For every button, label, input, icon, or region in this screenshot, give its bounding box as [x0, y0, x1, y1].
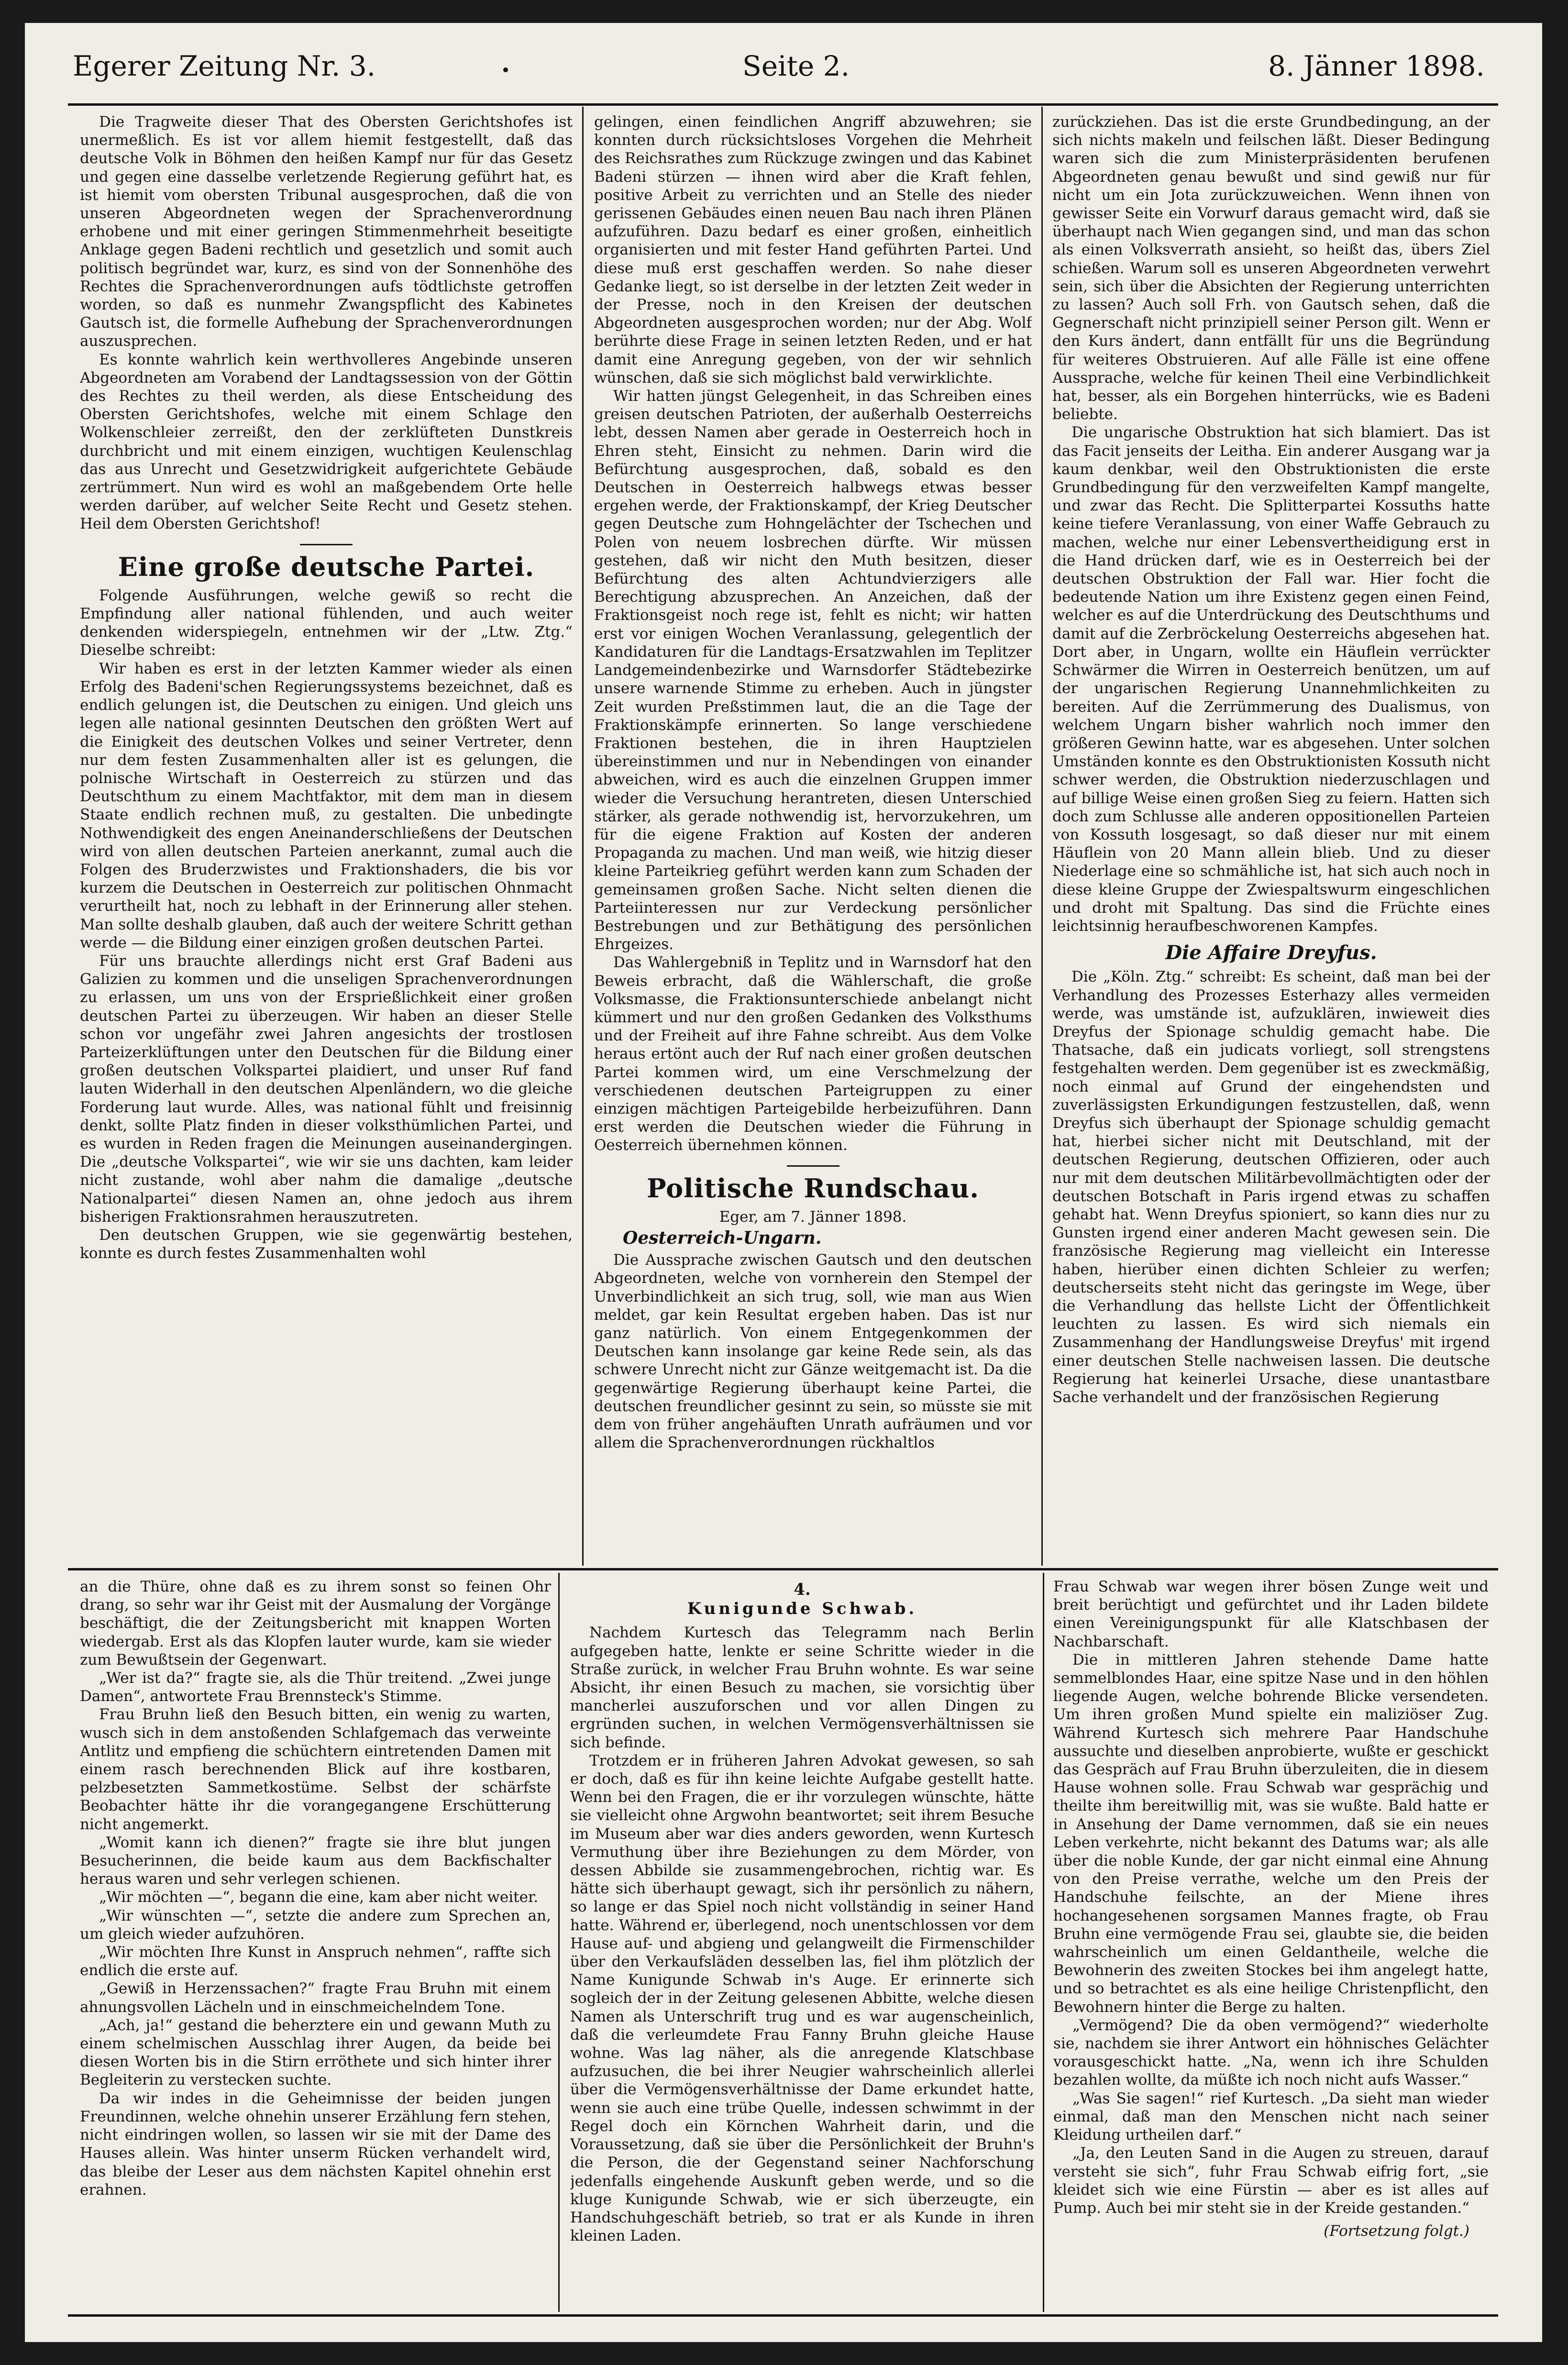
subsection-heading: Oesterreich-Ungarn.: [623, 1227, 822, 1248]
story-paragraph: „Vermögend? Die da oben vermögend?“ wiederholte sie, nachdem sie ihrer Antwort ein höhnisches Gelächter vorausgeschickt hatte. „Na, wenn ich ihre Schulden bezahlen wollte, da müßte ich noch nicht aufs Wasser.“: [1053, 2016, 1489, 2089]
column-1: [80, 113, 573, 1562]
chapter-number: 4.: [794, 1580, 811, 1599]
article-paragraph: Es konnte wahrlich kein werthvolleres Angebinde unseren Abgeordneten am Vorabend der Landtagssession von der Göttin des Rechtes zu theil werden, als diese Entscheidung des Obersten Gerichtshofes, welche mit einem Schlage den Wolkenschleier zerreißt, den der zerklüfteten Dunstkreis durchbricht und mit einem einzigen, wuchtigen Keulenschlag das aus Unrecht und Gesetzwidrigkeit aufgerichtete Gebäude zertrümmert. Nun wird es wohl an maßgebendem Orte helle werden darüber, auf welcher Seite Recht und Gesetz stehen. Heil dem Obersten Gerichtshof!: [80, 351, 573, 533]
story-paragraph: Trotzdem er in früheren Jahren Advokat gewesen, so sah er doch, daß es für ihn keine leichte Aufgabe gestellt hatte. Wenn bei den Fragen, die er ihr vorzulegen wünschte, hätte sie vielleicht ohne Argwohn beantwortet; seit ihrem Besuche im Museum aber war dies anders geworden, wenn Kurtesch Vermuthung über ihre Beziehungen zu dem Mörder, von dessen Abbilde sie zusammengebrochen, richtig war. Es hätte sich überhaupt gewagt, sich ihr persönlich zu nähern, so lange er das Spiel noch nicht vollständig in seiner Hand hatte. Während er, überlegend, noch unentschlossen vor dem Hause auf- und abgieng und gelangweilt die Firmenschilder über den Verkaufsläden desselben las, fiel ihm plötzlich der Name Kunigunde Schwab in's Auge. Er erinnerte sich sogleich der in der Zeitung gelesenen Abbitte, welche diesen Namen als Unterschrift trug und es war augenscheinlich, daß die verleumdete Frau Fanny Bruhn gleiche Hause wohne. Was lag näher, als die anregende Klatschbase aufzusuchen, die bei ihrer Neugier wahrscheinlich allerlei über die Vermögensverhältnisse der Dame erkundet hatte, wenn sie auch eine trübe Quelle, indessen schwimmt in der Regel doch ein Körnchen Wahrheit darin, und die Voraussetzung, daß sie über die Persönlichkeit der Bruhn's die Person, die der Gegenstand seiner Nachforschung jedenfalls eingehende Auskunft geben werde, und so die kluge Kunigunde Schwab, wie er sich überzeugte, ein Handschuhgeschäft betrieb, so trat er als Kunde in ihren kleinen Laden.: [570, 1752, 1034, 2245]
column-divider: [582, 107, 584, 1566]
story-paragraph: Nachdem Kurtesch das Telegramm nach Berlin aufgegeben hatte, lenkte er seine Schritte wieder in die Straße zurück, in welcher Frau Bruhn wohnte. Es war seine Absicht, ihr einen Besuch zu machen, sie vorsichtig über mancherlei auszuforschen und vor allen Dingen zu ergründen suchen, in welchen Vermögensverhältnissen sie sich befinde.: [570, 1624, 1034, 1751]
story-paragraph: „Gewiß in Herzenssachen?“ fragte Frau Bruhn mit einem ahnungsvollen Lächeln und in einschmeichelndem Tone.: [80, 1980, 551, 2016]
column-divider: [1043, 1573, 1044, 2312]
article-paragraph: Das Wahlergebniß in Teplitz und in Warnsdorf hat den Beweis erbracht, daß die Wählerschaft, die große Volksmasse, die Fraktionsunterschiede anbelangt nicht kümmert und nur den großen Gedanken des Volksthums und der Freiheit auf ihre Fahne schreibt. Aus dem Volke heraus ertönt auch der Ruf nach einer großen deutschen Partei kommen wird, um eine Verschmelzung der verschiedenen deutschen Parteigruppen zu einer einzigen mächtigen Parteigebilde herbeizuführen. Dann erst werden die Deutschen wieder die Führung in Oesterreich übernehmen können.: [594, 954, 1032, 1154]
feuilleton-column-2: [570, 1578, 1034, 2310]
article-heading: Eine große deutsche Partei.: [118, 551, 535, 582]
story-paragraph: Frau Schwab war wegen ihrer bösen Zunge weit und breit berüchtigt und gefürchtet und ihr Laden bildete einen Vereinigungspunkt für alle Klatschbasen der Nachbarschaft.: [1053, 1578, 1489, 1650]
dateline: Eger, am 7. Jänner 1898.: [719, 1208, 907, 1226]
article-paragraph: Den deutschen Gruppen, wie sie gegenwärtig bestehen, konnte es durch festes Zusammenhalten wohl: [80, 1226, 573, 1262]
column-3: [1052, 113, 1490, 1562]
story-paragraph: „Wir wünschten —“, setzte die andere zum Sprechen an, um gleich wieder aufzuhören.: [80, 1907, 551, 1943]
story-paragraph: „Womit kann ich dienen?“ fragte sie ihre blut jungen Besucherinnen, die beide kaum aus dem Backfischalter heraus waren und sehr verlegen schienen.: [80, 1834, 551, 1888]
story-paragraph: Da wir indes in die Geheimnisse der beiden jungen Freundinnen, welche ohnehin unserer Erzählung fern stehen, nicht eindringen wollen, so lassen wir sie mit der Dame des Hauses allein. Was hinter unserm Rücken verhandelt wird, das bleibe der Leser aus dem nächsten Kapitel ohnehin erst erahnen.: [80, 2089, 551, 2199]
article-paragraph: zurückziehen. Das ist die erste Grundbedingung, an der sich nichts makeln und feilschen läßt. Dieser Bedingung waren sich die zum Ministerpräsidenten berufenen Abgeordneten genau bewußt und sind gewiß nur für nicht um ein Jota zurückzuweichen. Wenn ihnen von gewisser Seite ein Vorwurf daraus gemacht wird, daß sie überhaupt nach Wien gegangen sind, und man das schon als einen Volksverrath ansieht, so heißt das, übers Ziel schießen. Warum soll es unseren Abgeordneten verwehrt sein, sich über die Absichten der Regierung unterrichten zu lassen? Auch soll Frh. von Gautsch sehen, daß die Gegnerschaft nicht prinzipiell seiner Person gilt. Wenn er den Kurs ändert, dann entfällt für uns die Begründung für weiteres Obstruieren. Auf alle Fälle ist eine offene Aussprache, welche für keinen Theil eine Verbindlichkeit hat, besser, als ein Borgehen hinterrücks, wie es Badeni beliebte.: [1052, 113, 1490, 423]
chapter-title: Kunigunde Schwab.: [687, 1599, 917, 1619]
article-heading: Die Affaire Dreyfus.: [1165, 941, 1377, 964]
story-paragraph: „Was Sie sagen!“ rief Kurtesch. „Da sieht man wieder einmal, daß man den Menschen nicht nach seiner Kleidung urtheilen darf.“: [1053, 2089, 1489, 2144]
page-number: Seite 2.: [742, 50, 850, 82]
column-divider: [1041, 107, 1043, 1566]
section-heading: Politische Rundschau.: [646, 1172, 980, 1204]
story-paragraph: Die in mittleren Jahren stehende Dame hatte semmelblondes Haar, eine spitze Nase und in den höhlen liegende Augen, welche bohrende Blicke versendeten. Um ihren großen Mund spielte ein maliziöser Zug. Während Kurtesch sich mehrere Paar Handschuhe aussuchte und dieselben anprobierte, wußte er geschickt das Gespräch auf Frau Bruhn überzuleiten, die in diesem Hause wohnen solle. Frau Schwab war gesprächig und theilte ihm bereitwillig mit, was sie wußte. Bald hatte er in Ansehung der Dame vernommen, daß sie ein neues Leben verkehrte, nicht bekannt des Datums war; als alle über die noble Kunde, der gar nicht einmal eine Ahnung von den Preise verrathe, welche um den Preis der Handschuhe feilschte, an der Miene ihres hochangesehenen sorgsamen Mannes fragte, ob Frau Bruhn eine vermögende Frau sei, glaubte sie, die beiden wahrscheinlich um einen Geldantheile, welche die Bewohnerin des zweiten Stockes bei ihm angelegt hatte, und so betrachtet es als eine heilige Christenpflicht, den Bewohnern hinter die Berge zu halten.: [1053, 1651, 1489, 2016]
column-2: [594, 113, 1032, 1562]
story-paragraph: Frau Bruhn ließ den Besuch bitten, ein wenig zu warten, wusch sich in dem anstoßenden Schlafgemach das verweinte Antlitz und empfieng die schüchtern eintretenden Damen mit einem rasch berechnenden Blick auf ihre kostbaren, pelzbesetzten Sammetkostüme. Selbst der schärfste Beobachter hätte ihr die vorangegangene Erschütterung nicht angemerkt.: [80, 1706, 551, 1833]
newspaper-page: [25, 23, 1542, 2342]
article-paragraph: Folgende Ausführungen, welche gewiß so recht die Empfindung aller national fühlenden, und auch weiter denkenden widerspiegeln, entnehmen wir der „Ltw. Ztg.“ Dieselbe schreibt:: [80, 586, 573, 659]
column-divider: [558, 1573, 560, 2312]
article-paragraph: gelingen, einen feindlichen Angriff abzuwehren; sie konnten durch rücksichtsloses Vorgehen die Mehrheit des Reichsrathes zum Rückzuge zwingen und das Kabinet Badeni stürzen — ihnen wird aber die Kraft fehlen, positive Arbeit zu verrichten und an Stelle des nieder gerissenen Gebäudes einen neuen Bau nach ihren Plänen aufzuführen. Dazu bedarf es einer großen, einheitlich organisierten und mit fester Hand geführten Partei. Und diese muß erst geschaffen werden. So nahe dieser Gedanke liegt, so ist derselbe in der letzten Zeit weder in der Presse, noch in den Kreisen der deutschen Abgeordneten ausgesprochen worden; nur der Abg. Wolf berührte diese Frage in seinen letzten Reden, und er hat damit eine Anregung gegeben, von der wir sehnlich wünschen, daß sie sich möglichst bald verwirklichte.: [594, 113, 1032, 387]
story-paragraph: „Ach, ja!“ gestand die beherztere ein und gewann Muth zu einem schelmischen Ausschlag ihrer Augen, da beide bei diesen Worten bis in die Stirn erröthete und sich hinter ihrer Begleiterin zu verstecken suchte.: [80, 2016, 551, 2089]
header-rule: [68, 103, 1498, 106]
article-paragraph: Für uns brauchte allerdings nicht erst Graf Badeni aus Galizien zu kommen und die unseligen Sprachenverordnungen zu erlassen, um uns von der Ersprießlichkeit einer großen deutschen Partei zu überzeugen. Wir haben an dieser Stelle schon vor ungefähr zwei Jahren angesichts der trostlosen Parteizerklüftungen unter den Deutschen für die Bildung einer großen deutschen Volkspartei plaidiert, und unser Ruf fand lauten Widerhall in den deutschen Alpenländern, wo die gleiche Forderung laut wurde. Alles, was national fühlt und freisinnig denkt, sollte Platz finden in dieser volksthümlichen Partei, und es wurden in Reden fragen die Meinungen auseinandergingen. Die „deutsche Volkspartei“, wie wir sie uns dachten, kam leider nicht zustande, wohl aber nahm die damalige „deutsche Nationalpartei“ diesen Namen an, ohne jedoch aus ihrem bisherigen Fraktionsrahmen herauszutreten.: [80, 952, 573, 1226]
article-paragraph: Die ungarische Obstruktion hat sich blamiert. Das ist das Facit jenseits der Leitha. Ein anderer Ausgang war ja kaum denkbar, weil den Obstruktionisten die erste Grundbedingung für den verzweifelten Kampf mangelte, und zwar das Recht. Die Splitterpartei Kossuths hatte keine tiefere Veranlassung, von einer Waffe Gebrauch zu machen, welche nur einer Lebensvertheidigung erst in die Hand drücken darf, wie es in Oesterreich bei der deutschen Obstruktion der Fall war. Hier focht die bedeutende Nation um ihre Existenz gegen einen Feind, welcher es auf die Unterdrückung des Deutschthums und damit auf die Zerbröckelung Oesterreichs abgesehen hat. Dort aber, in Ungarn, wollte ein Häuflein verrückter Schwärmer die Wirren in Oesterreich benützen, um auf der ungarischen Regierung Unannehmlichkeiten zu bereiten. Auf die Zerrümmerung des Dualismus, von welchem Ungarn bisher wahrlich noch immer den größeren Gewinn hatte, war es abgesehen. Unter solchen Umständen konnte es den Obstruktionisten Kossuth nicht schwer werden, die Obstruktion niederzuschlagen und auf billige Weise einen großen Sieg zu feiern. Hatten sich doch zum Schlusse alle anderen oppositionellen Parteien von Kossuth losgesagt, so daß dieser nur mit einem Häuflein von 20 Mann allein blieb. Und zu dieser Niederlage eine so schmähliche ist, hat sich auch noch in diese kleine Gruppe der Zwiespaltswurm eingeschlichen und droht mit Spaltung. Das sind die Früchte eines leichtsinnig heraufbeschworenen Kampfes.: [1052, 424, 1490, 935]
section-divider: [787, 1165, 839, 1167]
feuilleton-column-3: [1053, 1578, 1489, 2310]
bottom-rule: [68, 2314, 1498, 2317]
article-paragraph: Die Tragweite dieser That des Obersten Gerichtshofes ist unermeßlich. Es ist vor allem hiemit festgestellt, daß das deutsche Volk in Böhmen den heißen Kampf nur für das Gesetz und gegen eine dasselbe verletzende Regierung geführt hat, es ist hiemit vom obersten Tribunal ausgesprochen, daß die von unseren Abgeordneten wegen der Sprachenverordnung erhobene und mit einer geringen Stimmenmehrheit beseitigte Anklage gegen Badeni rechtlich und gesetzlich und somit auch politisch begründet war, kurz, es sind von der Sonnenhöhe des Rechtes die Sprachenverordnungen aufs tödtlichste getroffen worden, so daß es nunmehr Zwangspflicht des Kabinetes Gautsch ist, die formelle Aufhebung der Sprachenverordnungen auszusprechen.: [80, 113, 573, 350]
feuilleton-rule: [68, 1568, 1498, 1570]
article-paragraph: Die „Köln. Ztg.“ schreibt: Es scheint, daß man bei der Verhandlung des Prozesses Esterhazy alles vermeiden werde, was umstände ist, aufzuklären, inwieweit dies Dreyfus der Spionage schuldig gemacht habe. Die Thatsache, daß ein judicats vorliegt, soll strengstens festgehalten werden. Dem gegenüber ist es zweckmäßig, noch einmal auf Grund der eingehendsten und zuverlässigsten Erkundigungen festzustellen, daß, wenn Dreyfus sich überhaupt der Spionage schuldig gemacht hat, hierbei sicher nicht mit Deutschland, mit der deutschen Regierung, deutschen Offizieren, oder auch nur mit dem deutschen Militärbevollmächtigten oder der deutschen Botschaft in Paris irgend etwas zu schaffen gehabt hat. Wenn Dreyfus spioniert, so kann dies nur zu Gunsten irgend einer anderen Macht gewesen sein. Die französische Regierung mag vielleicht ein Interesse haben, hierüber einen dichten Schleier zu werfen; deutscherseits steht nicht das geringste im Wege, über die Verhandlung das hellste Licht der Öffentlichkeit leuchten zu lassen. Es wird sich niemals ein Zusammenhang der Handlungsweise Dreyfus' mit irgend einer deutschen Stelle nachweisen lassen. Die deutsche Regierung hat keinerlei Ursache, diese unantastbare Sache verhandelt und der französischen Regierung: [1052, 968, 1490, 1406]
story-paragraph: „Wir möchten Ihre Kunst in Anspruch nehmen“, raffte sich endlich die erste auf.: [80, 1944, 551, 1979]
issue-date: 8. Jänner 1898.: [1268, 50, 1485, 82]
story-paragraph: „Wer ist da?“ fragte sie, als die Thür treitend. „Zwei junge Damen“, antwortete Frau Brennsteck's Stimme.: [80, 1669, 551, 1705]
story-paragraph: an die Thüre, ohne daß es zu ihrem sonst so feinen Ohr drang, so sehr war ihr Geist mit der Ausmalung der Vorgänge beschäftigt, die der Zeitungsbericht mit knappen Worten wiedergab. Erst als das Klopfen lauter wurde, kam sie wieder zum Bewußtsein der Gegenwart.: [80, 1578, 551, 1669]
bullet-icon: [503, 65, 508, 74]
feuilleton-column-1: [80, 1578, 551, 2310]
section-divider: [300, 544, 353, 545]
article-paragraph: Wir haben es erst in der letzten Kammer wieder als einen Erfolg des Badeni'schen Regierungssystems bezeichnet, daß es endlich gelungen ist, die Deutschen zu einigen. Und gleich uns legen alle national gesinnten Deutschen den größten Wert auf die Einigkeit des deutschen Volkes und seiner Vertreter, denn nur dem festen Zusammenhalten aller ist es gelungen, die polnische Wirtschaft in Oesterreich zu stürzen und das Deutschthum zu einem Machtfaktor, mit dem man in diesem Staate endlich rechnen muß, zu gestalten. Die unbedingte Nothwendigkeit des engen Aneinanderschließens der Deutschen wird von allen deutschen Parteien anerkannt, zumal auch die Folgen des Bruderzwistes und Fraktionshaders, die bis vor kurzem die Deutschen in Oesterreich zur politischen Ohnmacht verurtheilt hat, noch zu lebhaft in der Erinnerung aller stehen. Man sollte deshalb glauben, daß auch der weitere Schritt gethan werde — die Bildung einer einzigen großen deutschen Partei.: [80, 660, 573, 951]
paper-title: Egerer Zeitung Nr. 3.: [73, 50, 376, 82]
article-paragraph: Wir hatten jüngst Gelegenheit, in das Schreiben eines greisen deutschen Patrioten, der außerhalb Oesterreichs lebt, dessen Namen aber gerade in Oesterreich hoch in Ehren steht, Einsicht zu nehmen. Darin wird die Befürchtung ausgesprochen, daß, sobald es den Deutschen in Oesterreich halbwegs etwas besser ergehen werde, der Fraktionskampf, der Krieg Deutscher gegen Deutsche zum Hohngelächter der Tschechen und Polen von neuem losbrechen dürfte. Wir müssen gestehen, daß wir nicht den Muth besitzen, dieser Befürchtung des alten Achtundvierzigers alle Berechtigung abzusprechen. An Anzeichen, daß der Fraktionsgeist noch rege ist, fehlt es nicht; wir hatten erst vor einigen Wochen Veranlassung, gelegentlich der Kandidaturen für die Landtags-Ersatzwahlen im Teplitzer Landgemeindenbezirke und Warnsdorfer Städtebezirke unsere warnende Stimme zu erheben. Auch in jüngster Zeit wurden Preßstimmen laut, die an die Tage der Fraktionskämpfe erinnerten. So lange verschiedene Fraktionen bestehen, die in ihren Hauptzielen übereinstimmen und nur in Nebendingen von einander abweichen, wird es auch die einzelnen Gruppen immer wieder die Versuchung herantreten, diesen Unterschied stärker, als gerade nothwendig ist, hervorzukehren, um für die eigene Fraktion auf Kosten der anderen Propaganda zu machen. Und man weiß, wie hitzig dieser kleine Parteikrieg geführt werden kann zum Schaden der gemeinsamen großen Sache. Nicht selten dienen die Parteiinteressen nur zur Verdeckung persönlicher Bestrebungen und zur Bethätigung des persönlichen Ehrgeizes.: [594, 387, 1032, 953]
continuation-note: (Fortsetzung folgt.): [1324, 2222, 1469, 2240]
story-paragraph: „Wir möchten —“, begann die eine, kam aber nicht weiter.: [99, 1889, 539, 1906]
story-paragraph: „Ja, den Leuten Sand in die Augen zu streuen, darauf versteht sie sich“, fuhr Frau Schwab eifrig fort, „sie kleidet sich wie eine Fürstin — aber es ist alles auf Pump. Auch bei mir steht sie in der Kreide gestanden.“: [1053, 2144, 1489, 2217]
article-paragraph: Die Aussprache zwischen Gautsch und den deutschen Abgeordneten, welche von vornherein den Stempel der Unverbindlichkeit an sich trug, soll, wie man aus Wien meldet, gar kein Resultat ergeben haben. Das ist nur ganz natürlich. Von einem Entgegenkommen der Deutschen kann insolange gar keine Rede sein, als das schwere Unrecht nicht zur Gänze weitgemacht ist. Da die gegenwärtige Regierung überhaupt keine Partei, die deutschen freundlicher gesinnt zu sein, so müsste sie mit dem von früher angehäuften Unrath aufräumen und vor allem die Sprachenverordnungen rückhaltlos: [594, 1251, 1032, 1452]
